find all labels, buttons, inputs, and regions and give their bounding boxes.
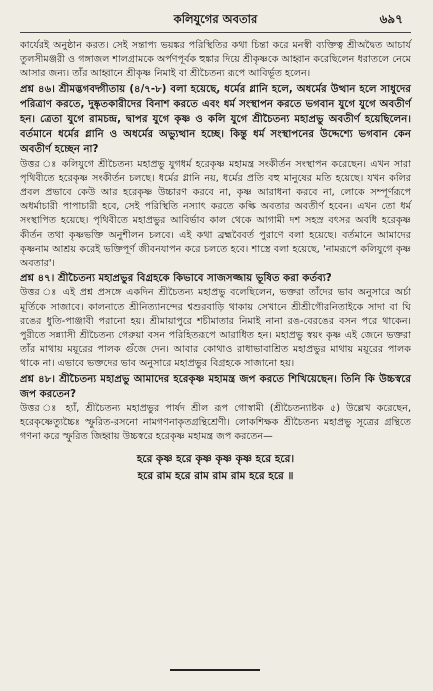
question-46: প্রশ্ন ৪৬। শ্রীমদ্ভগবদ্গীতায় (৪/৭-৮) বলা হয়েছে, ধর্মের গ্লানি হলে, অধর্মের উত্থান হলে সাধুদের পরিত্রাণ করতে, দুষ্কৃতকারীদের বিনাশ করতে এবং ধর্ম সংস্থাপন করতে ভগবান যুগে যুগে অবতীর্ণ হন। ত্রেতা যুগে রামচন্দ্র, দ্বাপর যুগে কৃষ্ণ ও কলি যুগে শ্রীচৈতন্য মহাপ্রভু অবতীর্ণ হয়েছিলেন। বর্তমানে ধর্মের গ্লানি ও অধর্মের অভ্যুত্থান হচ্ছে। কিন্তু ধর্ম সংস্থাপনের উদ্দেশ্যে ভগবান কেন অবতীর্ণ হচ্ছেন না? [20, 83, 411, 156]
page-number: ৬৯৭ [379, 12, 403, 26]
running-title: কলিযুগের অবতার [173, 12, 258, 26]
answer-47: উত্তর ঃ এই প্রশ্ন প্রসঙ্গে একদিন শ্রীচৈতন্য মহাপ্রভু বলেছিলেন, ভক্তরা তাঁদের ভাব অনুসারে অর্চা মূর্তিকে সাজাবে। কালনাতে শ্রীনিত্যানন্দের শ্বশুরবাড়ি থাকায় সেখানে শ্রীশ্রীগৌরনিতাইকে সাদা বা ঘি রঙের ধুতি-পাঞ্জাবী পরানো হয়। শ্রীমায়াপুরে শচীমাতার নিমাই নানা রঙ-বেরঙের বসন পরে থাকেন। পুরীতে সন্ন্যাসী শ্রীচৈতন্য গেরুয়া বসন পরিহিতরূপে আরাধিত হন। মহাপ্রভু স্বয়ং কৃষ্ণ এই জেনে ভক্তরা তাঁর মাথায় ময়ূরের পালক গুঁজে দেন। আবার কোথাও রাধাভাবাশ্রিত মহাপ্রভুর মাথায় ময়ূরের পালক থাকে না। এভাবে ভক্তদের ভাব অনুসারে মহাপ্রভুর বিগ্রহকে সাজানো হয়। [20, 287, 411, 370]
paragraph-intro: কার্যেরই অনুষ্ঠান করত। সেই সন্তাপ্য ভয়ঙ্কর পরিস্থিতির কথা চিন্তা করে মনস্বী ব্যক্তিত্ব শ্রীঅদ্বৈত আচার্য তুলসীমঞ্জরী ও গঙ্গাজল শালগ্রামকে অর্পণপূর্বক হুঙ্কার দিয়ে শ্রীকৃষ্ণকে আহ্বান করেছিলেন ধরাতলে নেমে আসার জন্য। তাঁর আহ্বানে শ্রীকৃষ্ণ নিমাই বা শ্রীচৈতন্য রূপে আবির্ভূত হলেন। [20, 40, 411, 80]
page-header [20, 8, 411, 30]
header-rule [20, 32, 411, 33]
verse-line-1: হরে কৃষ্ণ হরে কৃষ্ণ কৃষ্ণ কৃষ্ণ হরে হরে। [136, 452, 295, 465]
maha-mantra-verse [20, 451, 411, 485]
verse-line-2: হরে রাম হরে রাম রাম রাম হরে হরে ॥ [137, 469, 294, 482]
footer-rule [170, 669, 260, 671]
answer-46: উত্তর ঃ কলিযুগে শ্রীচৈতন্য মহাপ্রভু যুগধর্ম হরেকৃষ্ণ মহামন্ত্র সংকীর্তন সংস্থাপন করেছেন। এখন সারা পৃথিবীতে হরেকৃষ্ণ সংকীর্তন চলছে। ধর্মের গ্লানি নয়, ধর্মের প্রতি বহু মানুষের মতি হয়েছে। যখন কলির প্রবল প্রভাবে কেউ আর হরেকৃষ্ণ উচ্চারণ করবে না, কৃষ্ণ আরাধনা করবে না, লোকে সম্পূর্ণরূপে অধর্মাচারী পাপাচারী হবে, সেই পরিস্থিতি নস্যাৎ করতে কল্কি অবতার অবতীর্ণ হবেন। এখন তো ধর্ম সংস্থাপিত হয়েছে। পৃথিবীতে মহাপ্রভুর আবির্ভাব কাল থেকে আগামী দশ সহস্র বৎসর অবধি হরেকৃষ্ণ কীর্তন তথা কৃষ্ণভক্তি অনুশীলন চলবে। এই কথা ব্রহ্মবৈবর্ত পুরাণে বলা হয়েছে। বর্তমানে আমাদের কৃষ্ণনাম আশ্রয় করেই ভক্তিপূর্ণ জীবনযাপন করে চলতে হবে। শাস্ত্রে বলা হয়েছে, 'নামরূপে কলিযুগে কৃষ্ণ অবতার'। [20, 158, 411, 270]
answer-48: উত্তর ঃ হ্যাঁ, শ্রীচৈতন্য মহাপ্রভুর পার্ষদ শ্রীল রূপ গোস্বামী (শ্রীচৈতন্যাষ্টক ৫) উল্লেখ করেছেন, হরেকৃষ্ণেত্যুচ্চৈঃ স্ফুরিত-রসনো নামগণনাকৃতগ্রন্থিশ্রেণী। লোকশিক্ষক শ্রীচৈতন্য মহাপ্রভু সূত্রের গ্রন্থিতে গণনা করে স্ফুরিত জিহ্বায় উচ্চস্বরে হরেকৃষ্ণ মহামন্ত্র জপ করতেন— [20, 403, 411, 443]
question-47: প্রশ্ন ৪৭। শ্রীচৈতন্য মহাপ্রভুর বিগ্রহকে কিভাবে সাজসজ্জায় ভূষিত করা কর্তব্য? [20, 273, 332, 285]
page-body [20, 39, 411, 445]
question-48: প্রশ্ন ৪৮। শ্রীচৈতন্য মহাপ্রভু আমাদের হরেকৃষ্ণ মহামন্ত্র জপ করতে শিখিয়েছেন। তিনি কি উচ্চস্বরে জপ করতেন? [20, 373, 411, 400]
